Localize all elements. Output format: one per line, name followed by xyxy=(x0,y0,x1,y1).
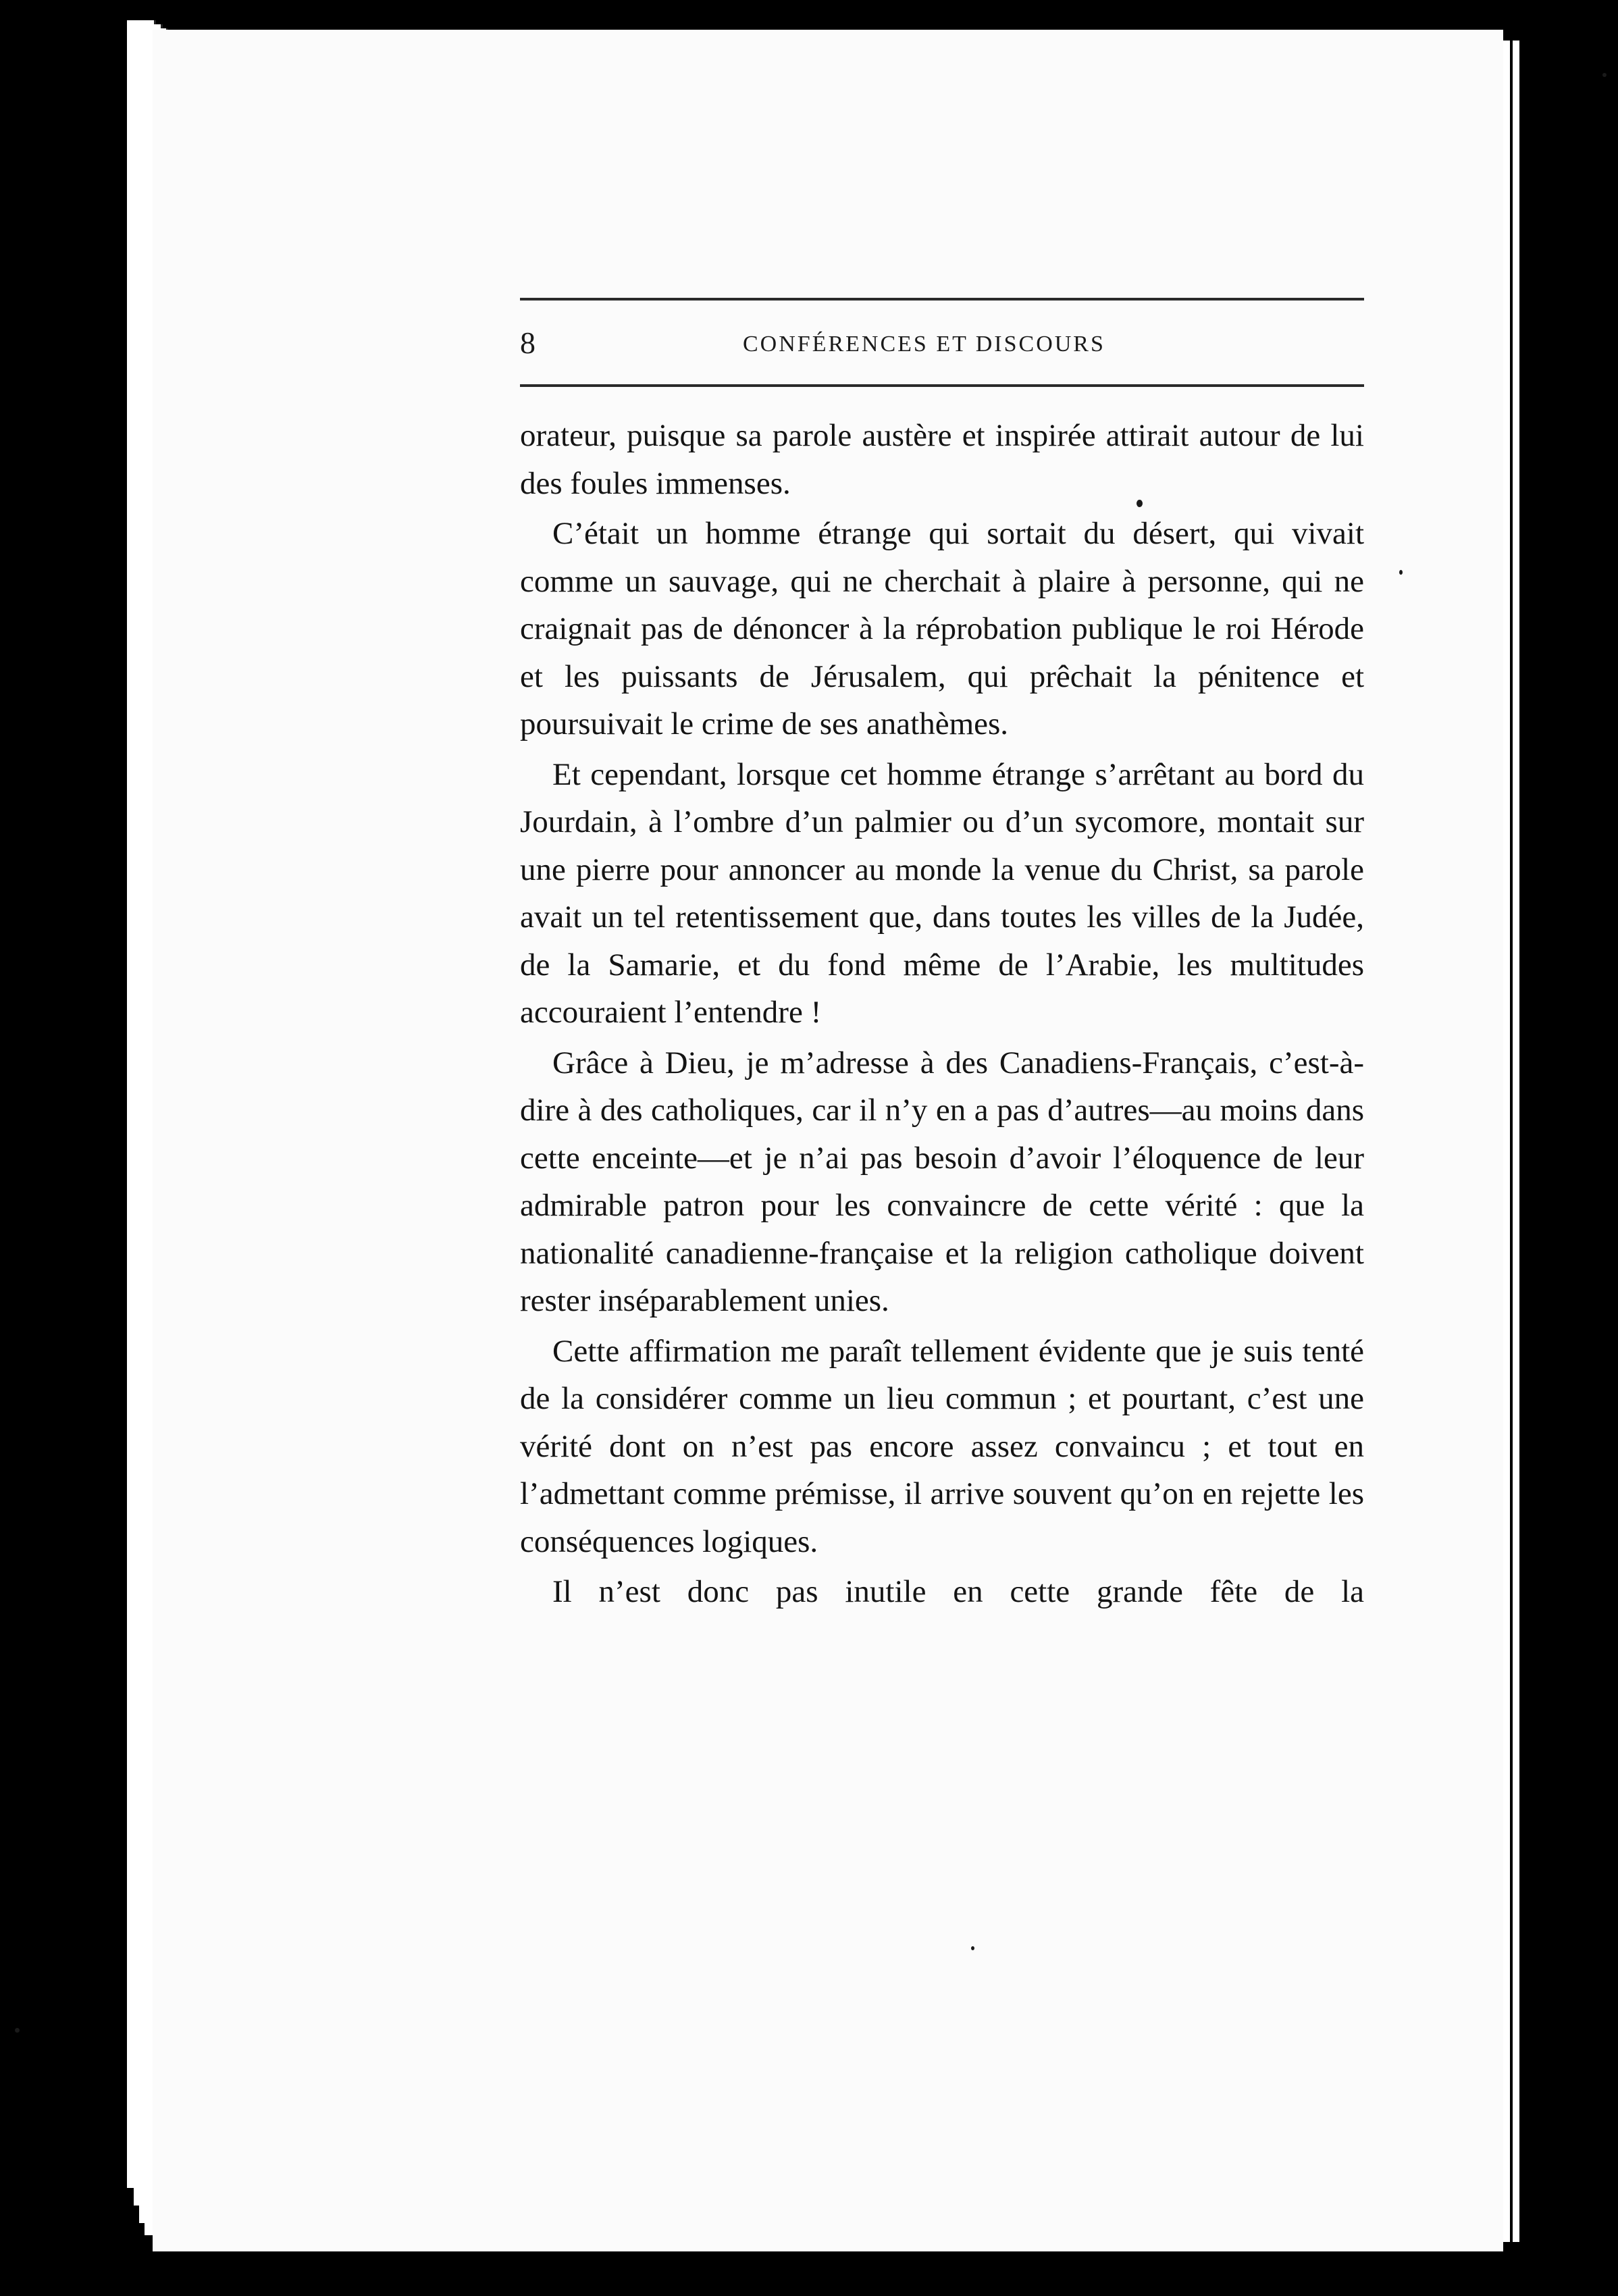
paragraph-1: orateur, puisque sa parole austère et inspirée attirait autour de lui des foules immenses. xyxy=(520,418,1364,501)
ink-speck xyxy=(971,1946,974,1950)
body-text xyxy=(520,412,1364,1616)
header-rule-bottom xyxy=(520,384,1364,387)
paragraph-2: C’était un homme étrange qui sortait du désert, qui vivait comme un sauvage, qui ne cherchait à plaire à personne, qui ne craignait pas de dénoncer à la réprobation publique le roi Hérode et les puissants de Jérusalem, qui prêchait la pénitence et poursuivait le crime de ses anathèmes. xyxy=(520,516,1364,741)
ink-speck xyxy=(1602,73,1607,77)
paragraph-5: Cette affirmation me paraît tellement évidente que je suis tenté de la considérer comme un lieu commun ; et pourtant, c’est une vérité dont on n’est pas encore assez convaincu ; et tout en l’admettant comme prémisse, il arrive souvent qu’on en rejette les conséquences logiques. xyxy=(520,1333,1364,1559)
paragraph-3: Et cependant, lorsque cet homme étrange s’arrêtant au bord du Jourdain, à l’ombre d’un palmier ou d’un sycomore, montait sur une pierre pour annoncer au monde la venue du Christ, sa parole avait un tel retentissement que, dans toutes les villes de la Judée, de la Samarie, et du fond même de l’Arabie, les multitudes accouraient l’entendre ! xyxy=(520,756,1364,1030)
paragraph-4: Grâce à Dieu, je m’adresse à des Canadiens-Français, c’est-à-dire à des catholiques, car il n’y en a pas d’autres—au moins dans cette enceinte—et je n’ai pas besoin d’avoir l’éloquence de leur admirable patron pour les convaincre de cette vérité : que la nationalité canadienne-française et la religion catholique doivent rester inséparablement unies. xyxy=(520,1045,1364,1318)
ink-speck xyxy=(1399,570,1403,575)
ink-speck xyxy=(1137,500,1143,507)
page-number: 8 xyxy=(520,325,536,360)
page-edge-right xyxy=(1513,41,1519,2242)
paragraph-6: Il n’est donc pas inutile en cette grande fête de la xyxy=(552,1574,1364,1609)
page-edge-right xyxy=(1503,41,1510,2242)
header-rule-top xyxy=(520,298,1364,301)
ink-speck xyxy=(15,2028,20,2033)
running-title: CONFÉRENCES ET DISCOURS xyxy=(743,332,1105,357)
running-head xyxy=(520,323,1364,363)
